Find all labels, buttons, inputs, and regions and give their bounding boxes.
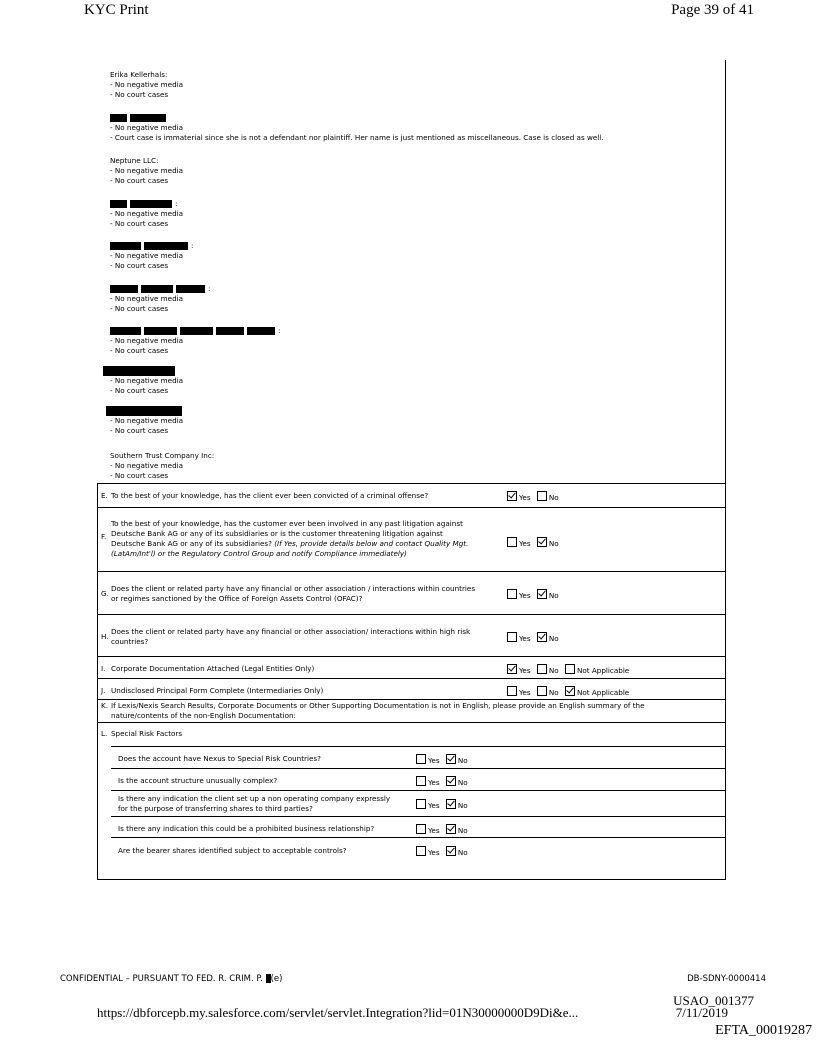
no-checkbox[interactable]	[537, 664, 547, 674]
question-g-row	[97, 571, 725, 614]
yes-checkbox[interactable]	[416, 754, 426, 764]
party-line: - No negative media	[110, 123, 184, 132]
redaction-bar	[216, 327, 244, 335]
no-checkbox[interactable]	[537, 537, 547, 547]
party-neptune	[110, 156, 183, 186]
question-i-answers: Yes No Not Applicable	[507, 664, 633, 676]
party-line: - No court cases	[110, 346, 169, 355]
special-risk-answers: Yes No	[416, 776, 472, 788]
question-letter: L.	[101, 729, 108, 738]
party-line: - No negative media	[110, 376, 184, 385]
yes-checkbox[interactable]	[507, 589, 517, 599]
question-letter: K.	[101, 701, 108, 710]
party-redacted-7	[106, 406, 185, 436]
party-redacted-1	[110, 113, 604, 143]
party-redacted-4	[110, 284, 210, 314]
no-checkbox[interactable]	[537, 589, 547, 599]
question-letter: H.	[101, 632, 109, 641]
no-checkbox[interactable]	[537, 632, 547, 642]
question-text: Does the client or related party have any financial or other association/ interactions within high risk countries?	[111, 627, 471, 646]
question-text: To the best of your knowledge, has the client ever been convicted of a criminal offense?	[111, 491, 429, 500]
party-line: - No court cases	[110, 90, 169, 99]
redaction-bar	[130, 114, 166, 122]
no-checkbox[interactable]	[446, 846, 456, 856]
question-letter: I.	[101, 664, 106, 673]
redaction-bar	[180, 327, 213, 335]
question-letter: G.	[101, 589, 109, 598]
yes-checkbox[interactable]	[507, 491, 517, 501]
party-line: - No negative media	[110, 294, 184, 303]
not-applicable-checkbox[interactable]	[565, 664, 575, 674]
question-j-row	[97, 678, 725, 699]
question-letter: E.	[101, 491, 108, 500]
question-text: Does the client or related party have any financial or other association / interactions within countries or regimes sanctioned by the Office of Foreign Assets Control (OFAC)?	[111, 584, 476, 603]
question-f-row	[97, 507, 725, 571]
special-risk-answers: Yes No	[416, 846, 472, 858]
question-f-answers: Yes No	[507, 537, 563, 549]
party-redacted-5	[110, 326, 280, 356]
special-risk-answers: Yes No	[416, 824, 472, 836]
party-line: - No court cases	[110, 304, 169, 313]
special-risk-answers: Yes No	[416, 754, 472, 766]
no-checkbox[interactable]	[537, 686, 547, 696]
yes-checkbox[interactable]	[507, 664, 517, 674]
yes-checkbox[interactable]	[416, 799, 426, 809]
party-redacted-6	[103, 366, 183, 396]
question-letter: F.	[101, 532, 107, 541]
redaction-bar	[130, 200, 172, 208]
party-line: - No negative media	[110, 80, 184, 89]
special-risk-answers: Yes No	[416, 799, 472, 811]
party-line: - No negative media	[110, 336, 184, 345]
party-line: - No negative media	[110, 166, 184, 175]
confidentiality-notice: CONFIDENTIAL – PURSUANT TO FED. R. CRIM. P. (e)	[60, 974, 283, 984]
redaction-bar	[110, 285, 138, 293]
special-risk-row	[111, 746, 726, 768]
question-g-answers: Yes No	[507, 589, 563, 601]
no-checkbox[interactable]	[446, 776, 456, 786]
party-name: Neptune LLC:	[110, 156, 159, 165]
redaction-bar	[110, 200, 127, 208]
party-line: - No court cases	[110, 471, 169, 480]
yes-checkbox[interactable]	[416, 824, 426, 834]
efta-number: EFTA_00019287	[715, 1023, 812, 1038]
party-redacted-2	[110, 199, 183, 229]
yes-checkbox[interactable]	[416, 776, 426, 786]
question-j-answers: Yes No Not Applicable	[507, 686, 633, 698]
question-text: If Lexis/Nexis Search Results, Corporate Documents or Other Supporting Documentation is not in English, please provide an English summary of the nature/contents of the non-English Documentation:	[111, 701, 645, 720]
special-risk-question: Is there any indication this could be a prohibited business relationship?	[118, 824, 375, 833]
party-line: - No court cases	[110, 386, 169, 395]
source-url[interactable]: https://dbforcepb.my.salesforce.com/servlet/servlet.Integration?lid=01N30000000D9Di&e...	[97, 1005, 579, 1020]
print-title: KYC Print	[84, 2, 149, 18]
redaction-bar	[110, 242, 141, 250]
party-line: - No court cases	[110, 219, 169, 228]
no-checkbox[interactable]	[537, 491, 547, 501]
redaction-bar	[144, 327, 177, 335]
redaction-bar	[247, 327, 275, 335]
party-southern-trust	[110, 451, 214, 481]
question-k-row	[97, 699, 725, 722]
party-erika	[110, 70, 183, 100]
party-redacted-3	[110, 241, 193, 271]
party-line: - No negative media	[110, 251, 184, 260]
question-i-row	[97, 656, 725, 678]
party-line: - No court cases	[110, 261, 169, 270]
special-risk-row	[111, 790, 726, 816]
bates-number: DB-SDNY-0000414	[687, 974, 766, 984]
yes-checkbox[interactable]	[416, 846, 426, 856]
question-e-row	[97, 483, 725, 507]
redaction-bar	[110, 327, 141, 335]
question-text: Special Risk Factors	[111, 729, 183, 738]
party-line: - No court cases	[110, 426, 169, 435]
redaction-bar	[144, 242, 188, 250]
special-risk-row	[111, 768, 726, 790]
redaction-colon: :	[175, 199, 178, 208]
party-line: - Court case is immaterial since she is not a defendant nor plaintiff. Her name is just mentioned as miscellaneous. Case is closed as well.	[110, 133, 604, 142]
special-risk-question: Are the bearer shares identified subject to acceptable controls?	[118, 846, 347, 855]
redaction-colon: :	[278, 326, 281, 335]
redaction-bar	[106, 406, 182, 416]
no-checkbox[interactable]	[446, 799, 456, 809]
redaction-bar	[103, 366, 175, 376]
special-risk-question: Is there any indication the client set up a non operating company expressly for the purpose of transferring shares to third parties?	[118, 794, 391, 813]
redaction-colon: :	[208, 284, 211, 293]
party-line: - No negative media	[110, 209, 184, 218]
party-line: - No negative media	[110, 461, 184, 470]
special-risk-row	[111, 816, 726, 837]
yes-checkbox[interactable]	[507, 632, 517, 642]
kyc-form	[97, 60, 726, 880]
question-l-section	[97, 722, 725, 880]
question-letter: J.	[101, 686, 106, 695]
page-number: Page 39 of 41	[671, 2, 754, 18]
no-checkbox[interactable]	[446, 754, 456, 764]
question-text: To the best of your knowledge, has the customer ever been involved in any past litigation against Deutsche Bank AG or any of its subsidiaries or is the customer threatening litigation against Deutsche Bank AG or any of its subsidiaries? (If Yes, provide details below and contact Quality Mgt. (LatAm/Int'l) or the Regulatory Control Group and notify Compliance immediately)	[111, 519, 469, 558]
usao-stamp: USAO_001377	[673, 993, 754, 1008]
question-text: Undisclosed Principal Form Complete (Intermediaries Only)	[111, 686, 324, 695]
special-risk-question: Does the account have Nexus to Special Risk Countries?	[118, 754, 321, 763]
yes-checkbox[interactable]	[507, 686, 517, 696]
question-text: Corporate Documentation Attached (Legal Entities Only)	[111, 664, 315, 673]
redaction-bar	[176, 285, 205, 293]
question-h-row	[97, 614, 725, 656]
special-risk-question: Is the account structure unusually complex?	[118, 776, 278, 785]
redaction-colon: :	[191, 241, 194, 250]
question-e-answers: Yes No	[507, 491, 563, 503]
not-applicable-checkbox[interactable]	[565, 686, 575, 696]
party-name: Erika Kellerhals:	[110, 70, 168, 79]
party-name: Southern Trust Company Inc:	[110, 451, 215, 460]
no-checkbox[interactable]	[446, 824, 456, 834]
question-h-answers: Yes No	[507, 632, 563, 644]
party-line: - No court cases	[110, 176, 169, 185]
redaction-bar	[110, 114, 127, 122]
special-risk-row	[111, 837, 726, 859]
yes-checkbox[interactable]	[507, 537, 517, 547]
redaction-bar	[141, 285, 173, 293]
print-date: 7/11/2019	[675, 1005, 728, 1020]
party-line: - No negative media	[110, 416, 184, 425]
